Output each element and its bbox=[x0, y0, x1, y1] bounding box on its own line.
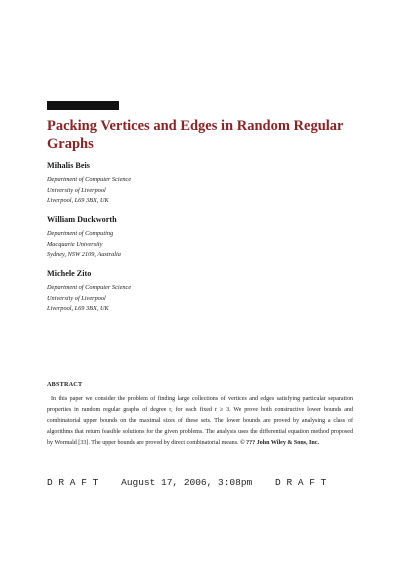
affiliation-line: Sydney, NSW 2109, Australia bbox=[47, 251, 121, 258]
affiliation-line: Liverpool, L69 3BX, UK bbox=[47, 305, 109, 312]
affiliation-line: Liverpool, L69 3BX, UK bbox=[47, 197, 109, 204]
abstract-section bbox=[47, 381, 353, 449]
affiliation-line: University of Liverpool bbox=[47, 294, 106, 302]
author-name: Michele Zito bbox=[47, 269, 92, 278]
draft-footer: D R A F T August 17, 2006, 3:08pm D R A F T bbox=[47, 477, 327, 488]
affiliation-line: Department of Computer Science bbox=[47, 284, 132, 291]
author-block-2 bbox=[47, 214, 347, 261]
header-black-bar bbox=[47, 101, 119, 110]
author-block-1 bbox=[47, 160, 347, 207]
affiliation-line: Department of Computer Science bbox=[47, 176, 132, 183]
copyright-notice: © ??? John Wiley & Sons, Inc. bbox=[240, 440, 319, 446]
paper-title: Packing Vertices and Edges in Random Regular Graphs bbox=[47, 118, 344, 152]
abstract-body bbox=[47, 394, 353, 449]
affiliation-line: Department of Computing bbox=[47, 230, 114, 237]
author-name: Mihalis Beis bbox=[47, 161, 90, 170]
author-name: William Duckworth bbox=[47, 215, 117, 224]
abstract-heading: ABSTRACT bbox=[47, 381, 83, 388]
affiliation-line: University of Liverpool bbox=[47, 186, 106, 194]
abstract-text: In this paper we consider the problem of finding large collections of vertices and edges satisfying particular separation properties in random regular graphs of degree r, for each fixed r ≥ 3. We prove both constructive lower bounds and combinatorial upper bounds on the maximal sizes of these sets. The lower bounds are proved by analysing a class of algorithms that return feasible solutions for the given problems. The analysis uses the differential equation method proposed by Wormald [33]. The upper bounds are proved by direct combinatorial means. bbox=[47, 396, 353, 446]
affiliation-line: Macquarie University bbox=[47, 240, 103, 248]
author-block-3 bbox=[47, 268, 347, 315]
